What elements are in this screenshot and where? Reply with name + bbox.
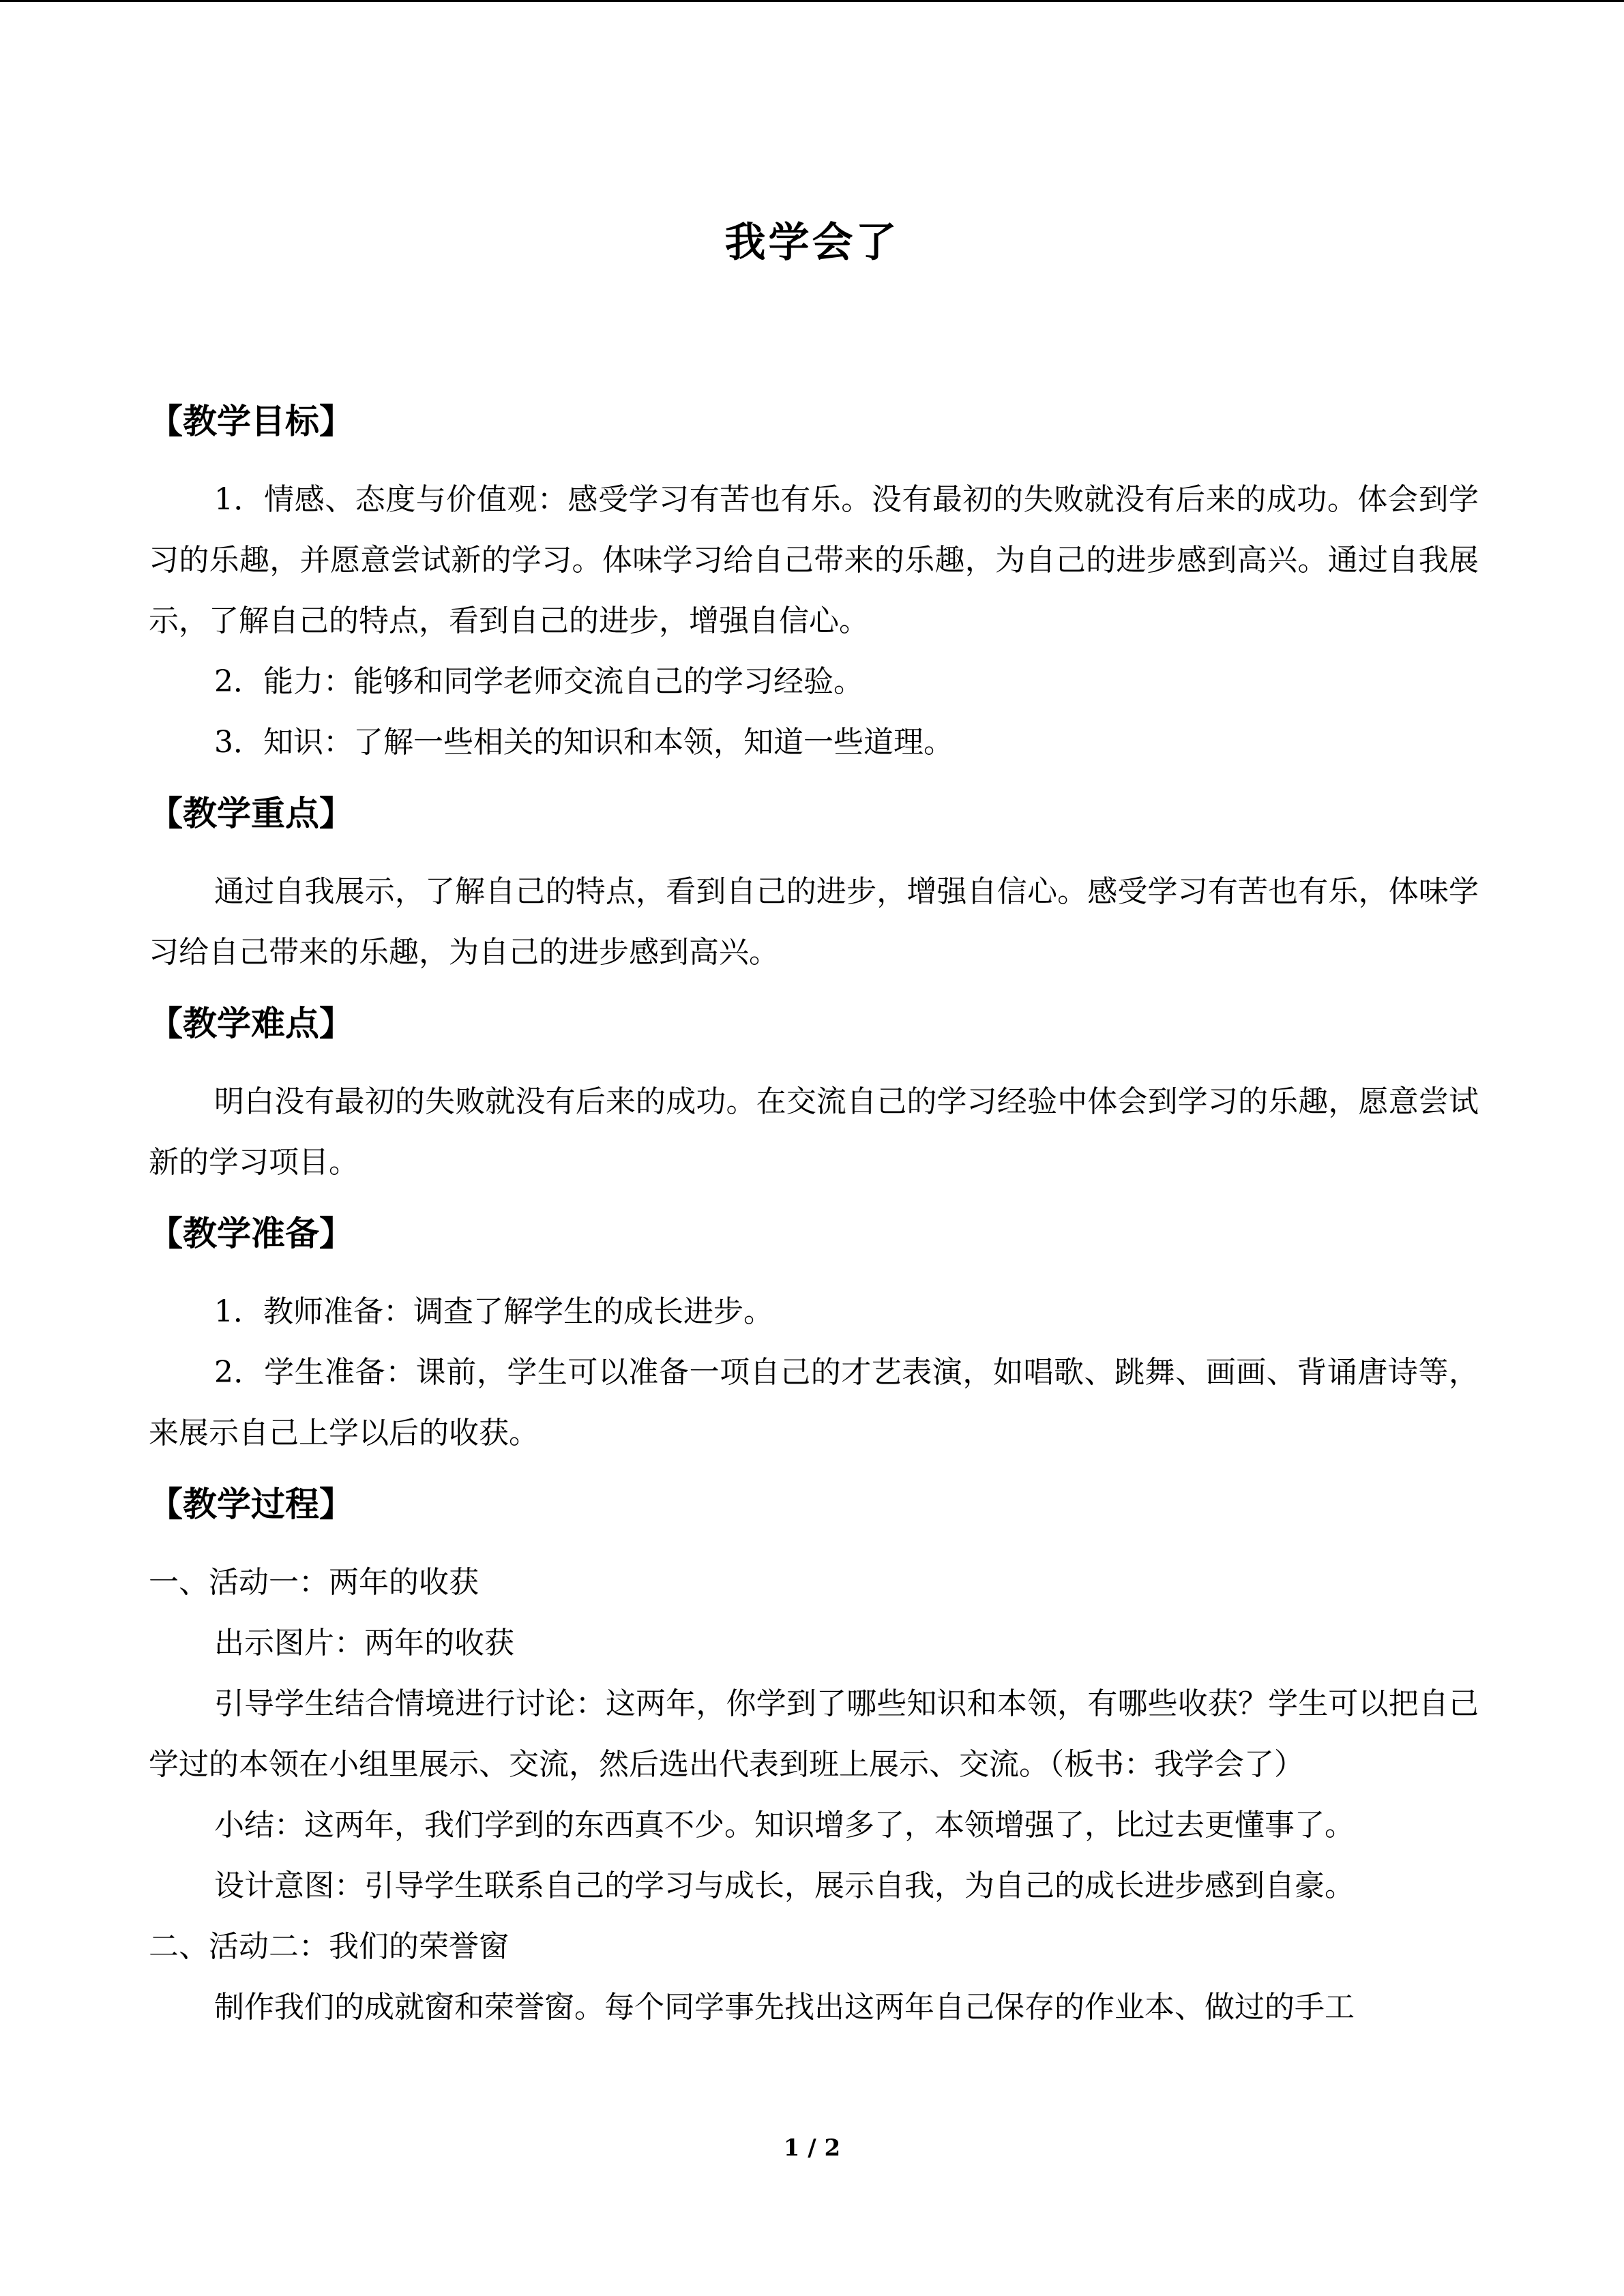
- page-title: 我学会了: [724, 219, 900, 267]
- section-heading-objectives: 【教学目标】: [149, 402, 353, 441]
- activity-1-show: 出示图片：两年的收获: [214, 1626, 514, 1660]
- activity-2-text: 制作我们的成就窗和荣誉窗。每个同学事先找出这两年自己保存的作业本、做过的手工: [214, 1990, 1355, 2025]
- preparation-item-1: 1．教师准备：调查了解学生的成长进步。: [214, 1294, 773, 1329]
- activity-2-title: 二、活动二：我们的荣誉窗: [149, 1929, 509, 1964]
- section-preparation: [149, 1208, 1479, 1463]
- document-body: [149, 396, 1479, 2038]
- objective-item-1: 1．情感、态度与价值观：感受学习有苦也有乐。没有最初的失败就没有后来的成功。体会到学习的乐趣，并愿意尝试新的学习。体味学习给自己带来的乐趣，为自己的进步感到高兴。通过自我展示，了解自己的特点，看到自己的进步，增强自信心。: [149, 482, 1479, 638]
- preparation-item-2: 2．学生准备：课前，学生可以准备一项自己的才艺表演，如唱歌、跳舞、画画、背诵唐诗等，来展示自己上学以后的收获。: [149, 1355, 1479, 1450]
- section-key-points: [149, 788, 1479, 983]
- section-process: [149, 1478, 1479, 2038]
- section-difficulties: [149, 998, 1479, 1193]
- key-points-text: 通过自我展示，了解自己的特点，看到自己的进步，增强自信心。感受学习有苦也有乐，体味学习给自己带来的乐趣，为自己的进步感到高兴。: [149, 874, 1479, 970]
- section-objectives: [149, 396, 1479, 773]
- page-number: 1 / 2: [783, 2134, 841, 2162]
- objective-item-3: 3．知识：了解一些相关的知识和本领，知道一些道理。: [214, 725, 954, 760]
- section-heading-key-points: 【教学重点】: [149, 794, 353, 833]
- top-border-line: [0, 0, 1624, 2]
- section-heading-preparation: 【教学准备】: [149, 1214, 353, 1253]
- activity-1-guide: 引导学生结合情境进行讨论：这两年，你学到了哪些知识和本领，有哪些收获？学生可以把自己学过的本领在小组里展示、交流，然后选出代表到班上展示、交流。（板书：我学会了）: [149, 1686, 1479, 1782]
- objective-item-2: 2．能力：能够和同学老师交流自己的学习经验。: [214, 664, 863, 699]
- section-heading-difficulties: 【教学难点】: [149, 1004, 353, 1043]
- activity-1-intent: 设计意图：引导学生联系自己的学习与成长，展示自我，为自己的成长进步感到自豪。: [214, 1868, 1355, 1903]
- activity-1-summary: 小结：这两年，我们学到的东西真不少。知识增多了，本领增强了，比过去更懂事了。: [214, 1808, 1355, 1843]
- difficulties-text: 明白没有最初的失败就没有后来的成功。在交流自己的学习经验中体会到学习的乐趣，愿意尝试新的学习项目。: [149, 1084, 1479, 1180]
- section-heading-process: 【教学过程】: [149, 1485, 353, 1524]
- activity-1-title: 一、活动一：两年的收获: [149, 1565, 479, 1600]
